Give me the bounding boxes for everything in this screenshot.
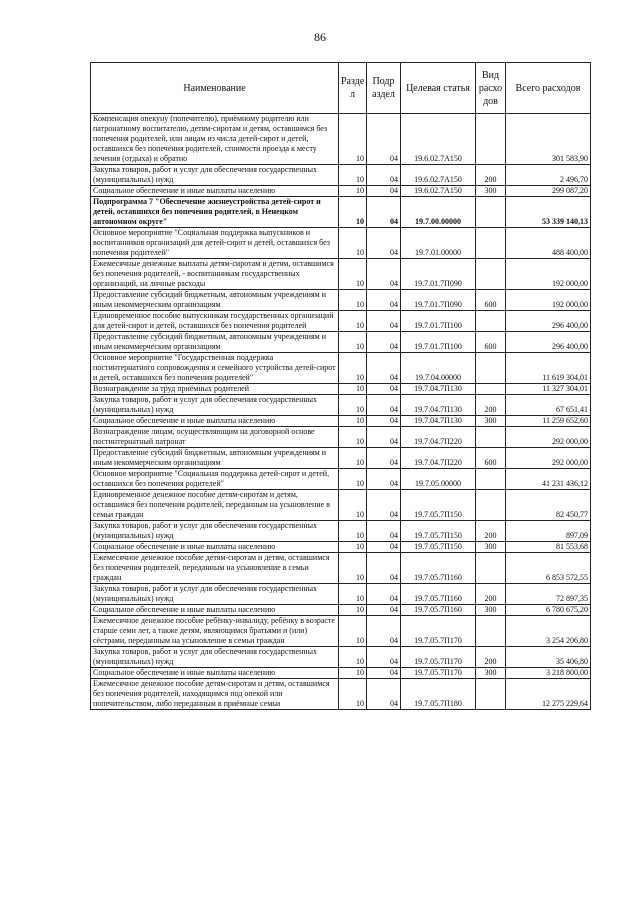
header-name: Наименование bbox=[91, 63, 339, 114]
cell-total: 3 218 800,00 bbox=[506, 668, 591, 679]
cell-type bbox=[476, 469, 506, 490]
cell-name: Единовременное пособие выпускникам государственных организаций для детей-сирот и детей, оставшихся без попечения родителей bbox=[91, 311, 339, 332]
cell-section: 10 bbox=[339, 165, 367, 186]
cell-subsection: 04 bbox=[367, 290, 401, 311]
cell-total: 192 000,00 bbox=[506, 259, 591, 290]
table-row bbox=[91, 114, 591, 165]
table-row bbox=[91, 197, 591, 228]
cell-name: Ежемесячное денежное пособие ребёнку-инвалиду, ребёнку в возрасте старше семи лет, а также детям, являющимся братьями и (или) сёстрами, переданным на усыновление в семьи граждан bbox=[91, 616, 339, 647]
cell-section: 10 bbox=[339, 668, 367, 679]
table-row bbox=[91, 384, 591, 395]
cell-subsection: 04 bbox=[367, 647, 401, 668]
table-row bbox=[91, 311, 591, 332]
budget-table bbox=[90, 62, 591, 710]
cell-subsection: 04 bbox=[367, 490, 401, 521]
cell-type: 200 bbox=[476, 647, 506, 668]
cell-target: 19.7.05.7П150 bbox=[401, 521, 476, 542]
header-subsection: Подр аздел bbox=[367, 63, 401, 114]
cell-subsection: 04 bbox=[367, 353, 401, 384]
cell-target: 19.7.04.7П130 bbox=[401, 416, 476, 427]
table-row bbox=[91, 165, 591, 186]
header-total: Всего расходов bbox=[506, 63, 591, 114]
cell-name: Социальное обеспечение и иные выплаты населению bbox=[91, 605, 339, 616]
cell-type bbox=[476, 490, 506, 521]
table-row bbox=[91, 668, 591, 679]
cell-subsection: 04 bbox=[367, 311, 401, 332]
table-row bbox=[91, 605, 591, 616]
cell-subsection: 04 bbox=[367, 679, 401, 710]
cell-type: 600 bbox=[476, 290, 506, 311]
cell-target: 19.7.04.7П220 bbox=[401, 427, 476, 448]
cell-section: 10 bbox=[339, 259, 367, 290]
table-row bbox=[91, 427, 591, 448]
cell-total: 82 450,77 bbox=[506, 490, 591, 521]
cell-subsection: 04 bbox=[367, 605, 401, 616]
cell-type bbox=[476, 259, 506, 290]
cell-name: Единовременное денежное пособие детям-сиротам и детям, оставшимся без попечения родителей, переданным на усыновление в семьи граждан bbox=[91, 490, 339, 521]
cell-total: 53 339 140,13 bbox=[506, 197, 591, 228]
cell-section: 10 bbox=[339, 605, 367, 616]
table-row bbox=[91, 448, 591, 469]
cell-type: 200 bbox=[476, 395, 506, 416]
table-row bbox=[91, 647, 591, 668]
cell-name: Ежемесячные денежные выплаты детям-сиротам и детям, оставшимся без попечения родителей, - воспитанникам государственных организаций, на личные расходы bbox=[91, 259, 339, 290]
cell-type bbox=[476, 353, 506, 384]
cell-total: 6 780 675,20 bbox=[506, 605, 591, 616]
cell-subsection: 04 bbox=[367, 469, 401, 490]
cell-name: Подпрограмма 7 "Обеспечение жизнеустройства детей-сирот и детей, оставшихся без попечения родителей, в Ненецком автономном округе" bbox=[91, 197, 339, 228]
cell-type bbox=[476, 228, 506, 259]
table-row bbox=[91, 490, 591, 521]
cell-name: Предоставление субсидий бюджетным, автономным учреждениям и иным некоммерческим организациям bbox=[91, 332, 339, 353]
cell-name: Ежемесячное денежное пособие детям-сиротам и детям, оставшимся без попечения родителей, находящимся под опекой или попечительством, либо переданным в приёмные семьи bbox=[91, 679, 339, 710]
table-row bbox=[91, 290, 591, 311]
table-header-row bbox=[91, 63, 591, 114]
cell-name: Закупка товаров, работ и услуг для обеспечения государственных (муниципальных) нужд bbox=[91, 584, 339, 605]
cell-total: 2 496,70 bbox=[506, 165, 591, 186]
cell-subsection: 04 bbox=[367, 427, 401, 448]
cell-section: 10 bbox=[339, 542, 367, 553]
table-row bbox=[91, 259, 591, 290]
cell-name: Основное мероприятие "Социальная поддержка выпускников и воспитанников организаций для детей-сирот и детей, оставшихся без попечения родителей" bbox=[91, 228, 339, 259]
cell-section: 10 bbox=[339, 311, 367, 332]
cell-name: Предоставление субсидий бюджетным, автономным учреждениям и иным некоммерческим организациям bbox=[91, 290, 339, 311]
cell-subsection: 04 bbox=[367, 384, 401, 395]
cell-section: 10 bbox=[339, 384, 367, 395]
table-row bbox=[91, 553, 591, 584]
cell-name: Закупка товаров, работ и услуг для обеспечения государственных (муниципальных) нужд bbox=[91, 647, 339, 668]
cell-type: 300 bbox=[476, 605, 506, 616]
cell-section: 10 bbox=[339, 427, 367, 448]
cell-section: 10 bbox=[339, 521, 367, 542]
cell-name: Закупка товаров, работ и услуг для обеспечения государственных (муниципальных) нужд bbox=[91, 395, 339, 416]
cell-total: 192 000,00 bbox=[506, 290, 591, 311]
cell-target: 19.6.02.7А150 bbox=[401, 114, 476, 165]
cell-section: 10 bbox=[339, 290, 367, 311]
cell-subsection: 04 bbox=[367, 521, 401, 542]
cell-name: Закупка товаров, работ и услуг для обеспечения государственных (муниципальных) нужд bbox=[91, 521, 339, 542]
cell-target: 19.6.02.7А150 bbox=[401, 186, 476, 197]
cell-name: Основное мероприятие "Социальная поддержка детей-сирот и детей, оставшихся без попечения родителей" bbox=[91, 469, 339, 490]
table-row bbox=[91, 228, 591, 259]
cell-type: 200 bbox=[476, 165, 506, 186]
cell-type bbox=[476, 679, 506, 710]
table-row bbox=[91, 186, 591, 197]
cell-total: 67 651,41 bbox=[506, 395, 591, 416]
cell-name: Социальное обеспечение и иные выплаты населению bbox=[91, 668, 339, 679]
cell-section: 10 bbox=[339, 584, 367, 605]
cell-section: 10 bbox=[339, 448, 367, 469]
cell-total: 41 231 436,12 bbox=[506, 469, 591, 490]
cell-total: 11 619 304,01 bbox=[506, 353, 591, 384]
cell-target: 19.7.01.7П090 bbox=[401, 290, 476, 311]
cell-target: 19.7.05.7П170 bbox=[401, 668, 476, 679]
cell-name: Социальное обеспечение и иные выплаты населению bbox=[91, 186, 339, 197]
cell-section: 10 bbox=[339, 186, 367, 197]
cell-subsection: 04 bbox=[367, 416, 401, 427]
cell-type: 300 bbox=[476, 186, 506, 197]
cell-target: 19.7.04.7П220 bbox=[401, 448, 476, 469]
cell-section: 10 bbox=[339, 553, 367, 584]
table-row bbox=[91, 416, 591, 427]
cell-subsection: 04 bbox=[367, 332, 401, 353]
cell-type: 300 bbox=[476, 416, 506, 427]
cell-name: Предоставление субсидий бюджетным, автономным учреждениям и иным некоммерческим организациям bbox=[91, 448, 339, 469]
cell-type bbox=[476, 197, 506, 228]
cell-target: 19.7.05.7П150 bbox=[401, 490, 476, 521]
table-row bbox=[91, 395, 591, 416]
cell-section: 10 bbox=[339, 114, 367, 165]
cell-total: 301 583,90 bbox=[506, 114, 591, 165]
cell-total: 3 254 206,80 bbox=[506, 616, 591, 647]
cell-subsection: 04 bbox=[367, 259, 401, 290]
cell-name: Вознаграждение за труд приёмных родителей bbox=[91, 384, 339, 395]
table-row bbox=[91, 679, 591, 710]
cell-type bbox=[476, 616, 506, 647]
cell-target: 19.6.02.7А150 bbox=[401, 165, 476, 186]
cell-name: Основное мероприятие "Государственная поддержка постинтернатного сопровождения и семейного устройства детей-сирот и детей, оставшихся без попечения родителей" bbox=[91, 353, 339, 384]
cell-total: 12 275 229,64 bbox=[506, 679, 591, 710]
cell-section: 10 bbox=[339, 353, 367, 384]
cell-target: 19.7.01.7П100 bbox=[401, 311, 476, 332]
cell-target: 19.7.05.7П170 bbox=[401, 647, 476, 668]
cell-section: 10 bbox=[339, 332, 367, 353]
cell-section: 10 bbox=[339, 197, 367, 228]
header-section: Разде л bbox=[339, 63, 367, 114]
cell-subsection: 04 bbox=[367, 553, 401, 584]
cell-total: 296 400,00 bbox=[506, 311, 591, 332]
table-row bbox=[91, 353, 591, 384]
cell-target: 19.7.05.7П160 bbox=[401, 605, 476, 616]
cell-name: Вознаграждение лицам, осуществляющим на договорной основе постинтернатный патронат bbox=[91, 427, 339, 448]
cell-subsection: 04 bbox=[367, 448, 401, 469]
cell-type: 600 bbox=[476, 448, 506, 469]
cell-total: 488 400,00 bbox=[506, 228, 591, 259]
cell-name: Компенсация опекуну (попечителю), приёмному родителю или патронатному воспитателю, детям-сиротам и детям, оставшимся без попечения родителей, или лицам из числа детей-сирот и детей, оставшихся без попечения родителей, стоимости проезда к месту лечения (отдыха) и обратно bbox=[91, 114, 339, 165]
cell-total: 72 897,35 bbox=[506, 584, 591, 605]
cell-target: 19.7.01.7П090 bbox=[401, 259, 476, 290]
cell-total: 35 406,80 bbox=[506, 647, 591, 668]
cell-target: 19.7.05.7П160 bbox=[401, 553, 476, 584]
cell-section: 10 bbox=[339, 395, 367, 416]
cell-type: 600 bbox=[476, 332, 506, 353]
cell-total: 81 553,68 bbox=[506, 542, 591, 553]
table-row bbox=[91, 584, 591, 605]
cell-type bbox=[476, 311, 506, 332]
table-row bbox=[91, 332, 591, 353]
cell-target: 19.7.05.7П180 bbox=[401, 679, 476, 710]
cell-section: 10 bbox=[339, 228, 367, 259]
cell-section: 10 bbox=[339, 469, 367, 490]
cell-target: 19.7.04.00000 bbox=[401, 353, 476, 384]
cell-subsection: 04 bbox=[367, 228, 401, 259]
cell-section: 10 bbox=[339, 647, 367, 668]
cell-target: 19.7.04.7П130 bbox=[401, 384, 476, 395]
cell-target: 19.7.05.7П170 bbox=[401, 616, 476, 647]
cell-type bbox=[476, 114, 506, 165]
table-row bbox=[91, 521, 591, 542]
cell-type bbox=[476, 384, 506, 395]
cell-name: Социальное обеспечение и иные выплаты населению bbox=[91, 416, 339, 427]
cell-section: 10 bbox=[339, 616, 367, 647]
cell-type bbox=[476, 553, 506, 584]
cell-type: 300 bbox=[476, 668, 506, 679]
header-type: Вид расхо дов bbox=[476, 63, 506, 114]
cell-subsection: 04 bbox=[367, 186, 401, 197]
cell-total: 292 000,00 bbox=[506, 448, 591, 469]
cell-type: 300 bbox=[476, 542, 506, 553]
cell-subsection: 04 bbox=[367, 668, 401, 679]
cell-section: 10 bbox=[339, 490, 367, 521]
cell-target: 19.7.00.00000 bbox=[401, 197, 476, 228]
page-number: 86 bbox=[314, 30, 326, 44]
cell-target: 19.7.04.7П130 bbox=[401, 395, 476, 416]
cell-target: 19.7.05.7П150 bbox=[401, 542, 476, 553]
table-row bbox=[91, 542, 591, 553]
cell-total: 6 853 572,55 bbox=[506, 553, 591, 584]
cell-total: 299 087,20 bbox=[506, 186, 591, 197]
cell-section: 10 bbox=[339, 416, 367, 427]
cell-section: 10 bbox=[339, 679, 367, 710]
cell-target: 19.7.05.00000 bbox=[401, 469, 476, 490]
cell-target: 19.7.01.00000 bbox=[401, 228, 476, 259]
cell-type bbox=[476, 427, 506, 448]
cell-subsection: 04 bbox=[367, 395, 401, 416]
cell-subsection: 04 bbox=[367, 197, 401, 228]
cell-total: 292 000,00 bbox=[506, 427, 591, 448]
cell-subsection: 04 bbox=[367, 114, 401, 165]
cell-name: Ежемесячное денежное пособие детям-сиротам и детям, оставшимся без попечения родителей, переданным на усыновление в семьи граждан bbox=[91, 553, 339, 584]
cell-target: 19.7.05.7П160 bbox=[401, 584, 476, 605]
cell-subsection: 04 bbox=[367, 165, 401, 186]
table-row bbox=[91, 469, 591, 490]
table-row bbox=[91, 616, 591, 647]
cell-type: 200 bbox=[476, 584, 506, 605]
cell-subsection: 04 bbox=[367, 616, 401, 647]
cell-name: Закупка товаров, работ и услуг для обеспечения государственных (муниципальных) нужд bbox=[91, 165, 339, 186]
cell-total: 296 400,00 bbox=[506, 332, 591, 353]
cell-subsection: 04 bbox=[367, 584, 401, 605]
cell-target: 19.7.01.7П100 bbox=[401, 332, 476, 353]
cell-total: 897,09 bbox=[506, 521, 591, 542]
cell-total: 11 327 304,01 bbox=[506, 384, 591, 395]
cell-type: 200 bbox=[476, 521, 506, 542]
cell-total: 11 259 652,60 bbox=[506, 416, 591, 427]
cell-name: Социальное обеспечение и иные выплаты населению bbox=[91, 542, 339, 553]
cell-subsection: 04 bbox=[367, 542, 401, 553]
header-target: Целевая статья bbox=[401, 63, 476, 114]
